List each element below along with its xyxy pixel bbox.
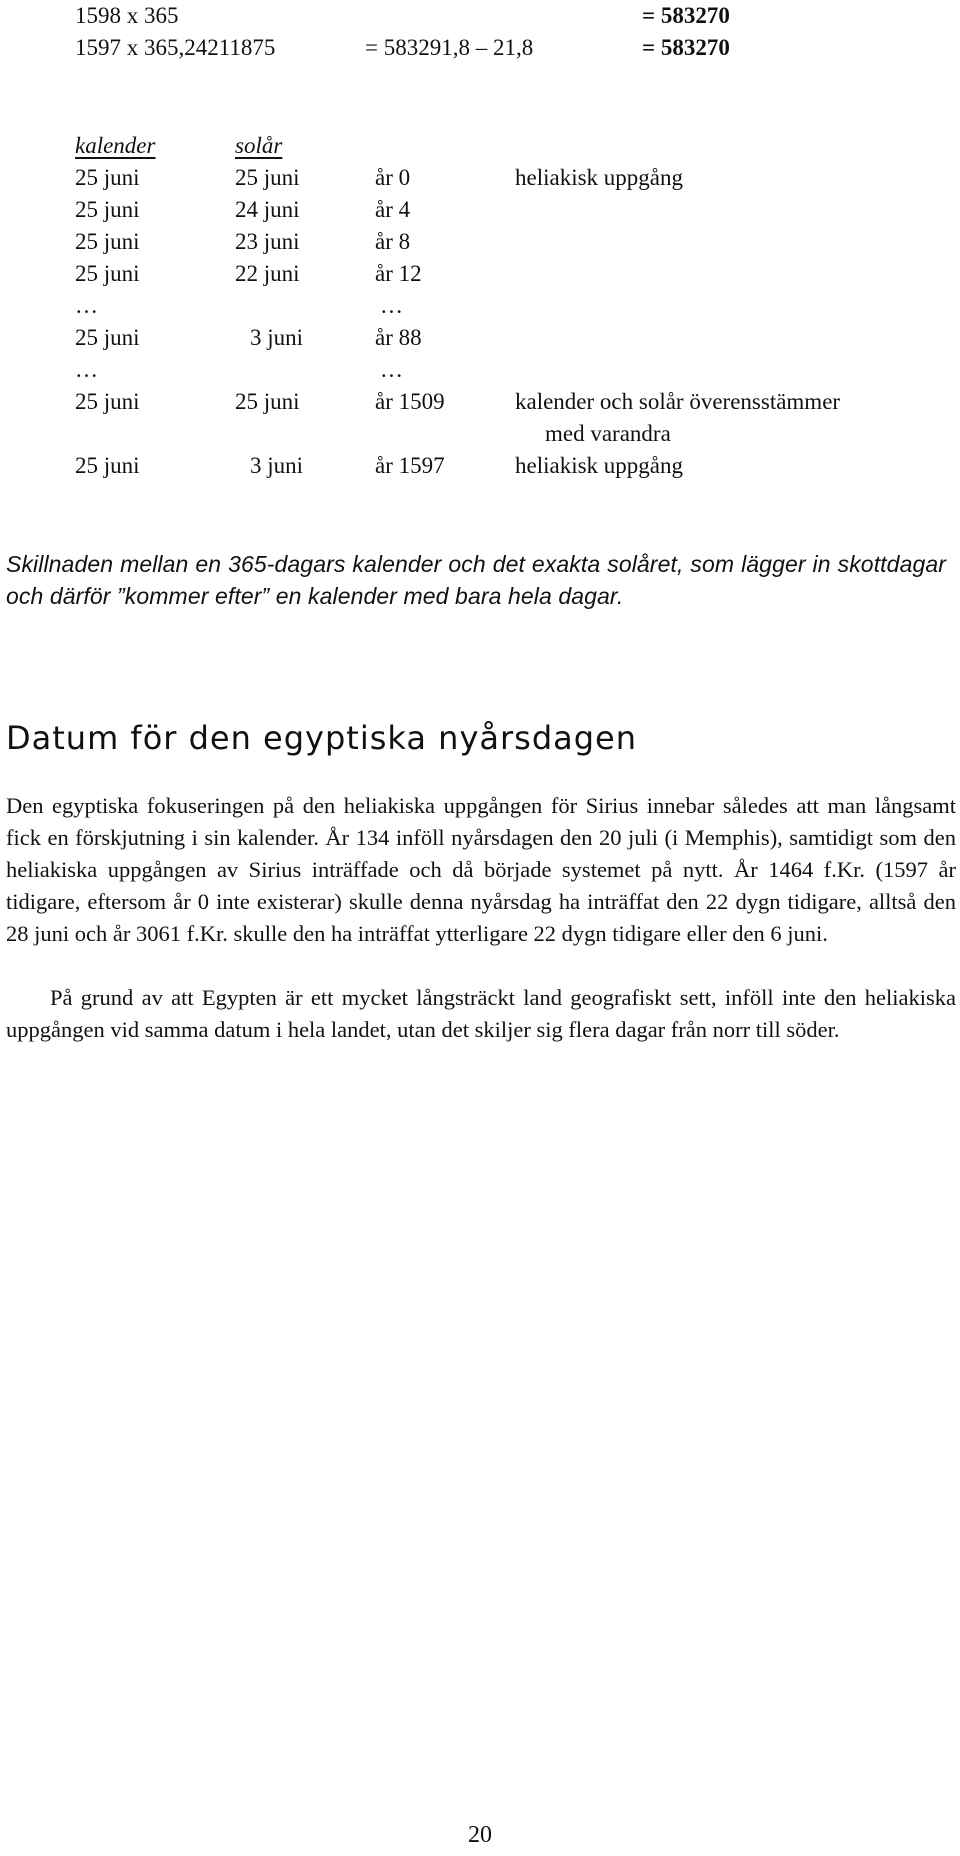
table-row <box>75 226 955 258</box>
note-cell: heliakisk uppgång <box>515 453 683 478</box>
kalender-cell: 25 juni <box>75 453 140 478</box>
year-cell: år 88 <box>375 325 422 350</box>
kalender-cell: … <box>75 357 98 382</box>
table-header <box>75 130 955 162</box>
year-cell: år 1509 <box>375 389 445 414</box>
note-cell: kalender och solår överensstämmer <box>515 389 841 414</box>
table-row <box>75 258 955 290</box>
kalender-cell: 25 juni <box>75 325 140 350</box>
year-cell: år 4 <box>375 197 411 222</box>
table-row <box>75 450 955 482</box>
year-cell: år 1597 <box>375 453 445 478</box>
kalender-cell: 25 juni <box>75 261 140 286</box>
year-cell: år 8 <box>375 229 411 254</box>
header-solar: solår <box>235 133 283 158</box>
calc-result: = 583270 <box>642 3 730 28</box>
year-cell: … <box>380 357 403 382</box>
calc-result: = 583270 <box>642 35 730 60</box>
body-paragraph: På grund av att Egypten är ett mycket långsträckt land geografiskt sett, inföll inte den heliakiska uppgången vid samma datum i hela landet, utan det skiljer sig flera dagar från norr till söder. <box>6 985 956 1042</box>
kalender-cell: … <box>75 293 98 318</box>
solar-cell: 25 juni <box>235 165 300 190</box>
section-heading: Datum för den egyptiska nyårsdagen <box>6 719 638 757</box>
solar-cell: 23 juni <box>235 229 300 254</box>
year-cell: år 0 <box>375 165 411 190</box>
solar-cell: 3 juni <box>250 453 304 478</box>
page-number: 20 <box>468 1822 492 1848</box>
calc-expression: 1598 x 365 <box>75 3 179 28</box>
solar-cell: 25 juni <box>235 389 300 414</box>
table-row <box>75 194 955 226</box>
calc-intermediate: = 583291,8 – 21,8 <box>365 35 534 60</box>
solar-cell: 24 juni <box>235 197 300 222</box>
kalender-cell: 25 juni <box>75 165 140 190</box>
table-row <box>75 162 955 194</box>
table-row <box>75 290 955 322</box>
italic-note: Skillnaden mellan en 365-dagars kalender och det exakta solåret, som lägger in skottdagar och därför ”kommer efter” en kalender med bara hela dagar. <box>6 551 946 609</box>
kalender-cell: 25 juni <box>75 229 140 254</box>
table-row <box>75 354 955 386</box>
year-cell: år 12 <box>375 261 422 286</box>
calc-expression: 1597 x 365,24211875 <box>75 35 276 60</box>
body-paragraph: Den egyptiska fokuseringen på den heliakiska uppgången för Sirius innebar således att man långsamt fick en förskjutning i sin kalender. År 134 inföll nyårsdagen den 20 juli (i Memphis), samtidigt som den heliakiska uppgången av Sirius inträffade och då började systemet på nytt. År 1464 f.Kr. (1597 år tidigare, eftersom år 0 inte existerar) skulle denna nyårsdag ha inträffat den 22 dygn tidigare, alltså den 28 juni och år 3061 f.Kr. skulle den ha inträffat ytterligare 22 dygn tidigare eller den 6 juni. <box>6 793 956 946</box>
kalender-cell: 25 juni <box>75 389 140 414</box>
table-row <box>75 322 955 354</box>
year-cell: … <box>380 293 403 318</box>
header-kalender: kalender <box>75 133 156 158</box>
solar-cell: 22 juni <box>235 261 300 286</box>
table-row <box>75 418 955 450</box>
note-cell: heliakisk uppgång <box>515 165 683 190</box>
table-row <box>75 386 955 418</box>
note-cell: med varandra <box>545 421 671 446</box>
kalender-cell: 25 juni <box>75 197 140 222</box>
solar-cell: 3 juni <box>250 325 304 350</box>
